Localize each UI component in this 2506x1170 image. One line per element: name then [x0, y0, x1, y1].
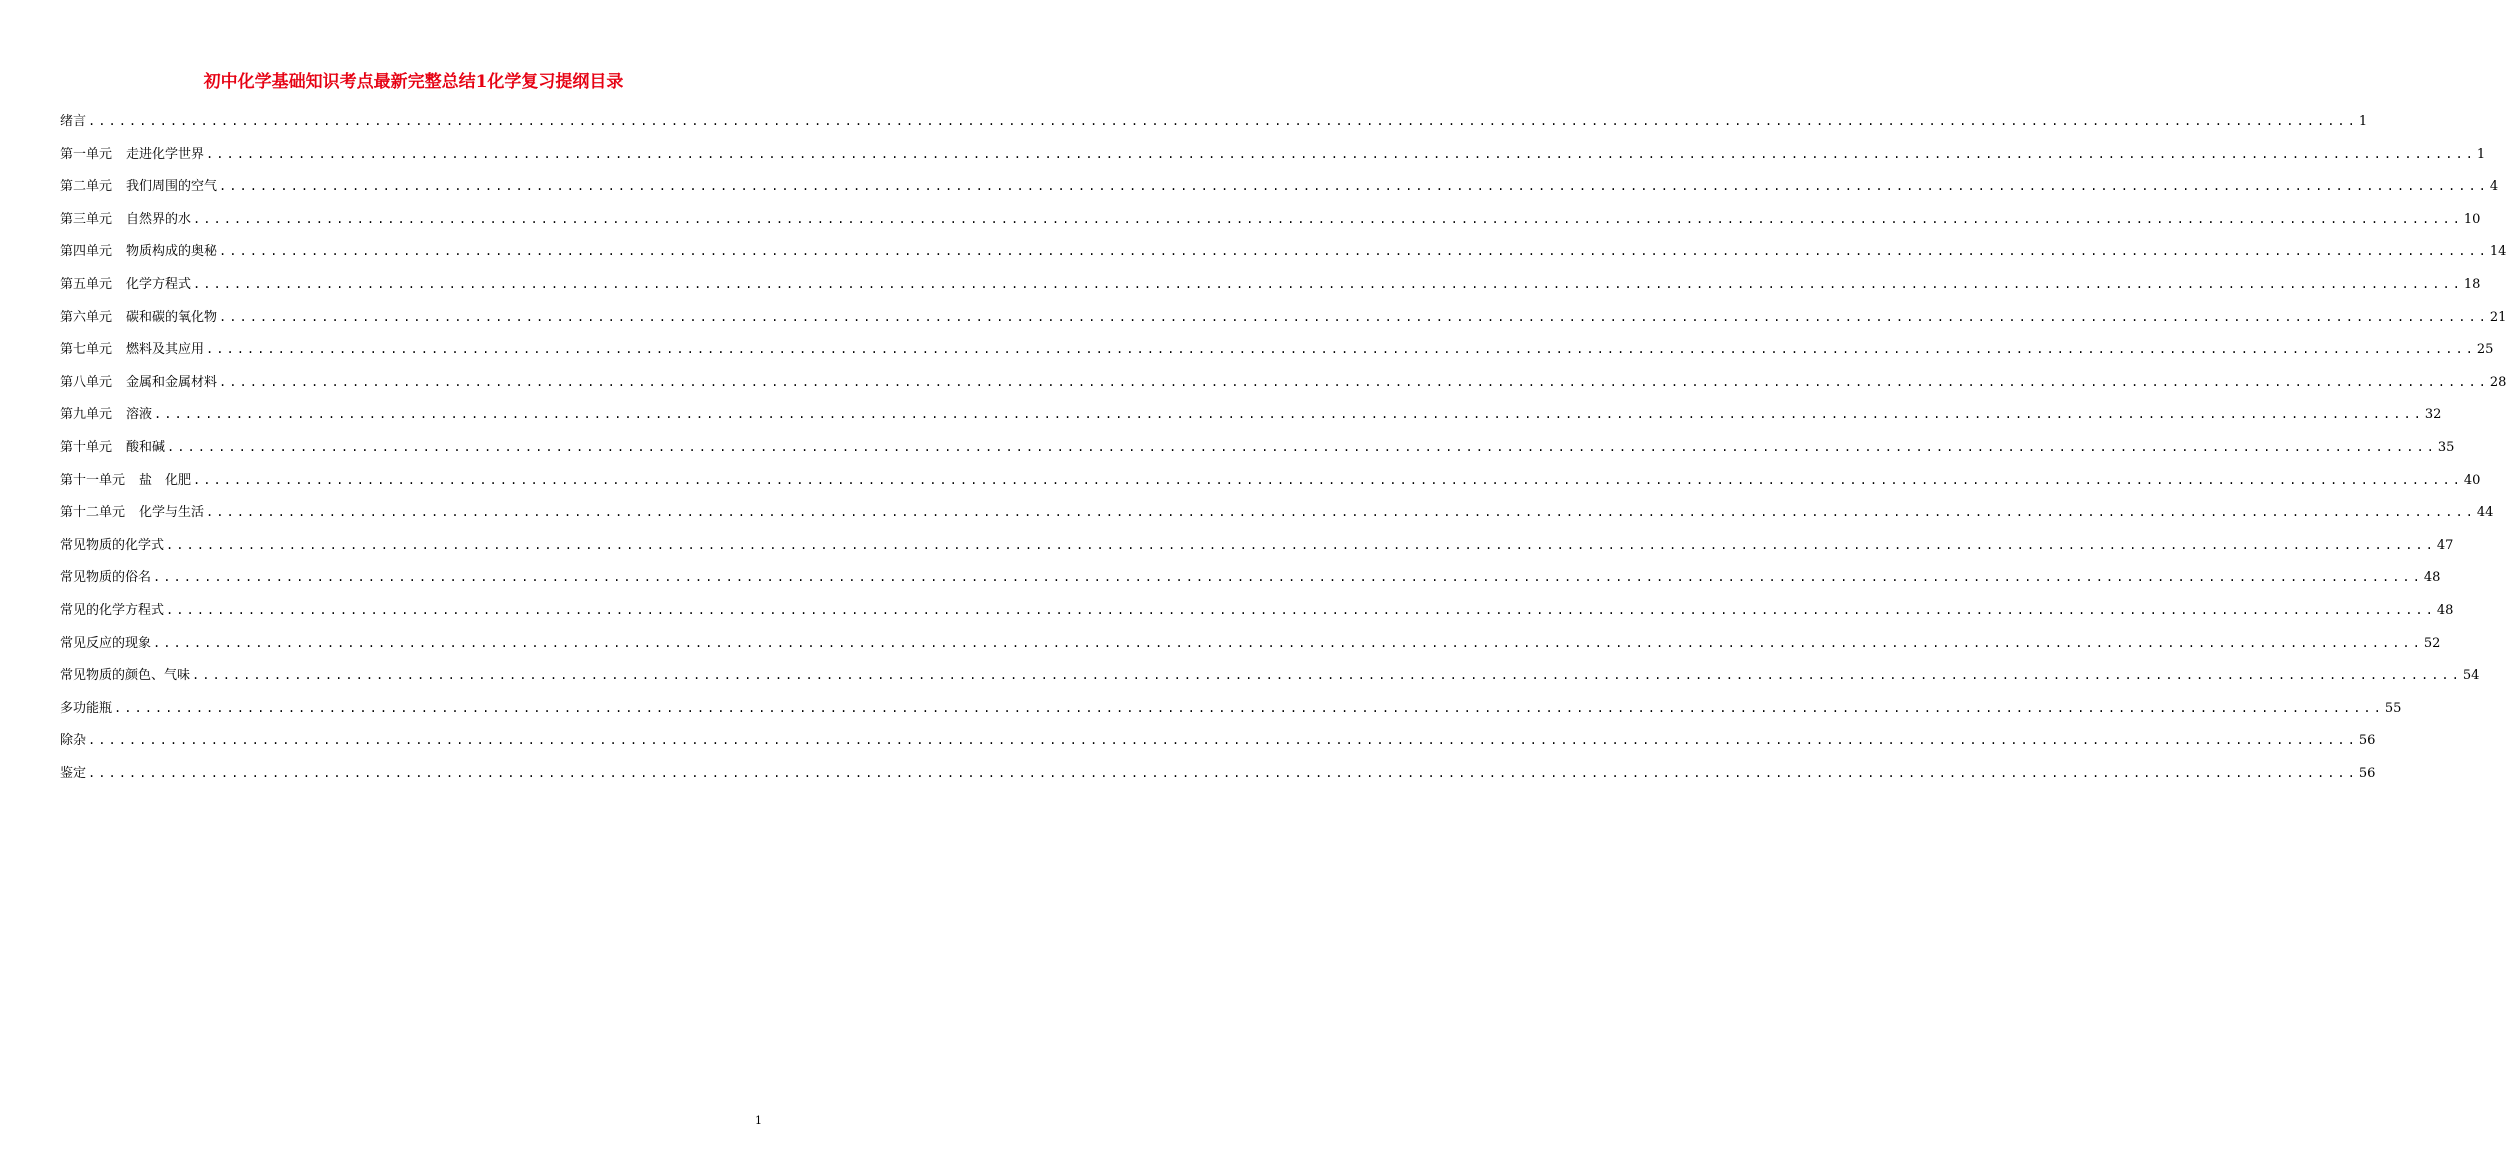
- toc-unit-number: 第六单元: [60, 309, 113, 325]
- toc-entry-label: [60, 762, 86, 786]
- toc-page-number: 32: [2424, 407, 2442, 423]
- toc-entry-label: [60, 208, 191, 232]
- toc-leader-dots: ..............................................................................................................................................................................................................................: [219, 179, 2489, 194]
- toc-unit-number: 第七单元: [60, 342, 113, 358]
- toc-entry-label: [60, 436, 165, 460]
- toc-unit-number: 第三单元: [60, 211, 113, 227]
- toc-leader-dots: ..............................................................................................................................................................................................................................: [153, 635, 2423, 650]
- toc-leader-dots: ..............................................................................................................................................................................................................................: [88, 733, 2358, 748]
- toc-entry-label: [60, 143, 204, 167]
- toc-page-number: 47: [2436, 537, 2454, 553]
- toc-row[interactable]: [60, 272, 2481, 305]
- toc-entry-label: [60, 371, 217, 395]
- toc-entry-title: 常见的化学方程式: [60, 602, 165, 618]
- toc-entry-label: [60, 534, 164, 558]
- toc-entry-label: [60, 110, 86, 134]
- toc-leader-dots: ..............................................................................................................................................................................................................................: [206, 146, 2476, 161]
- toc-page-number: 54: [2462, 668, 2480, 684]
- toc-row[interactable]: [60, 533, 2454, 566]
- toc-row[interactable]: [60, 109, 2368, 142]
- toc-row[interactable]: [60, 631, 2441, 664]
- toc-row[interactable]: [60, 142, 2486, 175]
- toc-leader-dots: ..............................................................................................................................................................................................................................: [193, 211, 2463, 226]
- table-of-contents: [60, 109, 2506, 793]
- toc-page-number: 14: [2489, 244, 2506, 260]
- toc-page-number: 48: [2423, 570, 2441, 586]
- toc-page-number: 55: [2384, 700, 2402, 716]
- toc-row[interactable]: [60, 207, 2481, 240]
- toc-row[interactable]: [60, 239, 2506, 272]
- toc-entry-title: 化学与生活: [139, 505, 205, 521]
- toc-row[interactable]: [60, 174, 2499, 207]
- toc-page-number: 1: [2358, 114, 2368, 129]
- toc-entry-label: [60, 175, 217, 199]
- toc-page-number: 56: [2358, 733, 2376, 749]
- toc-entry-title: 走进化学世界: [126, 146, 205, 162]
- toc-entry-label: [60, 599, 164, 623]
- toc-unit-number: 第十二单元: [60, 505, 126, 521]
- toc-unit-number: 第十一单元: [60, 472, 126, 488]
- toc-entry-label: [60, 729, 86, 753]
- toc-entry-label: [60, 632, 151, 656]
- toc-page-number: 56: [2358, 765, 2376, 781]
- toc-leader-dots: ..............................................................................................................................................................................................................................: [153, 570, 2423, 585]
- toc-row[interactable]: [60, 370, 2506, 403]
- toc-row[interactable]: [60, 435, 2455, 468]
- toc-row[interactable]: [60, 663, 2480, 696]
- toc-entry-label: [60, 501, 204, 525]
- toc-entry-title: 溶液: [126, 407, 153, 423]
- toc-entry-label: [60, 306, 217, 330]
- toc-unit-number: 第八单元: [60, 374, 113, 390]
- toc-entry-title: 碳和碳的氧化物: [126, 309, 218, 325]
- toc-page-number: 44: [2476, 505, 2494, 521]
- toc-unit-number: 第二单元: [60, 179, 113, 195]
- toc-page-number: 10: [2463, 211, 2481, 227]
- toc-page-number: 4: [2489, 179, 2499, 195]
- toc-entry-title: 常见反应的现象: [60, 635, 152, 651]
- toc-entry-label: [60, 664, 190, 688]
- toc-entry-title: 自然界的水: [126, 211, 192, 227]
- toc-unit-number: 第四单元: [60, 244, 113, 260]
- toc-page-number: 52: [2423, 635, 2441, 651]
- toc-unit-number: 第五单元: [60, 276, 113, 292]
- toc-row[interactable]: [60, 337, 2494, 370]
- toc-row[interactable]: [60, 305, 2506, 338]
- toc-row[interactable]: [60, 761, 2376, 794]
- toc-leader-dots: ..............................................................................................................................................................................................................................: [193, 472, 2463, 487]
- toc-entry-label: [60, 403, 152, 427]
- toc-entry-title: 绪言: [60, 114, 87, 129]
- toc-page-number: 1: [2476, 146, 2486, 162]
- toc-entry-title: 物质构成的奥秘: [126, 244, 218, 260]
- toc-entry-title: 常见物质的化学式: [60, 537, 165, 553]
- toc-entry-label: [60, 566, 151, 590]
- toc-entry-title: 鉴定: [60, 765, 87, 781]
- toc-leader-dots: ..............................................................................................................................................................................................................................: [206, 342, 2476, 357]
- toc-entry-label: [60, 338, 204, 362]
- toc-unit-number: 第九单元: [60, 407, 113, 423]
- toc-entry-title: 燃料及其应用: [126, 342, 205, 358]
- toc-unit-number: 第十单元: [60, 439, 113, 455]
- toc-page-number: 40: [2463, 472, 2481, 488]
- toc-entry-title: 盐 化肥: [139, 472, 192, 488]
- toc-entry-label: [60, 469, 191, 493]
- toc-page-number: 48: [2436, 602, 2454, 618]
- toc-entry-title: 常见物质的俗名: [60, 570, 152, 586]
- page-title: 初中化学基础知识考点最新完整总结1化学复习提纲目录: [203, 72, 624, 92]
- toc-leader-dots: ..............................................................................................................................................................................................................................: [167, 439, 2437, 454]
- toc-row[interactable]: [60, 696, 2402, 729]
- toc-leader-dots: ..............................................................................................................................................................................................................................: [114, 700, 2384, 715]
- toc-entry-label: [60, 240, 217, 264]
- toc-row[interactable]: [60, 500, 2494, 533]
- toc-entry-title: 多功能瓶: [60, 700, 113, 716]
- toc-leader-dots: ..............................................................................................................................................................................................................................: [88, 765, 2358, 780]
- toc-leader-dots: ..............................................................................................................................................................................................................................: [154, 407, 2424, 422]
- toc-leader-dots: ..............................................................................................................................................................................................................................: [166, 537, 2436, 552]
- toc-leader-dots: ..............................................................................................................................................................................................................................: [88, 114, 2358, 128]
- toc-unit-number: 第一单元: [60, 146, 113, 162]
- toc-leader-dots: ..............................................................................................................................................................................................................................: [219, 309, 2489, 324]
- toc-row[interactable]: [60, 598, 2454, 631]
- toc-page-number: 18: [2463, 276, 2481, 292]
- toc-page-number: 28: [2489, 374, 2506, 390]
- toc-leader-dots: ..............................................................................................................................................................................................................................: [166, 602, 2436, 617]
- toc-row[interactable]: [60, 565, 2441, 598]
- toc-entry-title: 化学方程式: [126, 276, 192, 292]
- toc-entry-title: 除杂: [60, 733, 87, 749]
- toc-page-number: 21: [2489, 309, 2506, 325]
- toc-leader-dots: ..............................................................................................................................................................................................................................: [192, 668, 2462, 683]
- toc-page-number: 25: [2476, 342, 2494, 358]
- toc-row[interactable]: [60, 728, 2376, 761]
- toc-leader-dots: ..............................................................................................................................................................................................................................: [219, 374, 2489, 389]
- toc-entry-title: 我们周围的空气: [126, 179, 218, 195]
- toc-page-number: 35: [2437, 439, 2455, 455]
- page-number: 1: [755, 1114, 762, 1127]
- toc-leader-dots: ..............................................................................................................................................................................................................................: [193, 276, 2463, 291]
- toc-leader-dots: ..............................................................................................................................................................................................................................: [206, 505, 2476, 520]
- toc-row[interactable]: [60, 468, 2481, 501]
- toc-row[interactable]: [60, 402, 2442, 435]
- toc-leader-dots: ..............................................................................................................................................................................................................................: [219, 244, 2489, 259]
- toc-entry-title: 常见物质的颜色、气味: [60, 668, 191, 684]
- toc-entry-title: 金属和金属材料: [126, 374, 218, 390]
- toc-entry-label: [60, 273, 191, 297]
- toc-entry-label: [60, 697, 112, 721]
- toc-entry-title: 酸和碱: [126, 439, 166, 455]
